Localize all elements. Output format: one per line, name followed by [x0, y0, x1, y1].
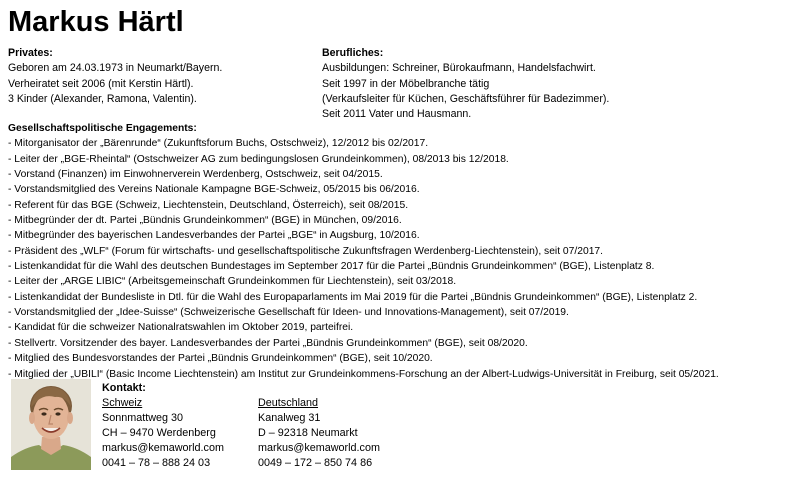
berufliches-line: Seit 2011 Vater und Hausmann. — [322, 108, 472, 121]
portrait-photo — [11, 379, 91, 470]
privates-section — [8, 46, 308, 107]
privates-heading: Privates: — [8, 47, 53, 59]
contact-deutschland-street: Kanalweg 31 — [258, 411, 321, 424]
page-title: Markus Härtl — [8, 6, 184, 38]
berufliches-line: (Verkaufsleiter für Küchen, Geschäftsführer für Badezimmer). — [322, 92, 610, 105]
engagement-item: - Listenkandidat der Bundesliste in Dtl. für die Wahl des Europaparlaments im Mai 2019 für die Partei „Bündnis Grundeinkommen“ (BGE), Listenplatz 2. — [8, 291, 698, 303]
contact-schweiz-label: Schweiz — [102, 397, 143, 409]
engagement-item: - Mitorganisator der „Bärenrunde“ (Zukunftsforum Buchs, Ostschweiz), 12/2012 bis 02/2017. — [8, 138, 429, 150]
portrait-illustration — [11, 379, 91, 470]
engagement-item: - Referent für das BGE (Schweiz, Liechtenstein, Deutschland, Österreich), seit 08/2015. — [8, 199, 409, 211]
engagement-item: - Leiter der „BGE-Rheintal“ (Ostschweizer AG zum bedingungslosen Grundeinkommen), 08/2013 bis 12/2018. — [8, 153, 509, 165]
contact-schweiz-phone: 0041 – 78 – 888 24 03 — [102, 456, 211, 469]
privates-line: Verheiratet seit 2006 (mit Kerstin Härtl). — [8, 77, 194, 90]
engagement-item: - Kandidat für die schweizer Nationalratswahlen im Oktober 2019, parteifrei. — [8, 322, 354, 334]
engagement-item: - Vorstandsmitglied der „Idee-Suisse“ (Schweizerische Gesellschaft für Ideen- und Innovations-Management), seit 07/2019. — [8, 307, 569, 319]
engagement-item: - Leiter der „ARGE LIBIC“ (Arbeitsgemeinschaft Grundeinkommen für Liechtenstein), seit 03/2018. — [8, 276, 457, 288]
engagement-item: - Mitglied des Bundesvorstandes der Partei „Bündnis Grundeinkommen“ (BGE), seit 10/2020. — [8, 353, 433, 365]
contact-schweiz — [102, 396, 224, 471]
engagement-item: - Listenkandidat für die Wahl des deutschen Bundestages im September 2017 für die Partei „Bündnis Grundeinkommen“ (BGE), Listenplatz 8. — [8, 261, 655, 273]
engagement-item: - Mitbegründer des bayerischen Landesverbandes der Partei „BGE“ in Augsburg, 10/2016. — [8, 230, 420, 242]
berufliches-line: Ausbildungen: Schreiner, Bürokaufmann, Handelsfachwirt. — [322, 62, 596, 75]
contact-deutschland — [258, 396, 380, 471]
berufliches-heading: Berufliches: — [322, 47, 384, 59]
engagement-item: - Stellvertr. Vorsitzender des bayer. Landesverbandes der Partei „Bündnis Grundeinkommen“ (BGE), seit 08/2020. — [8, 337, 528, 349]
contact-heading: Kontakt: — [102, 382, 146, 394]
engagements-heading: Gesellschaftspolitische Engagements: — [8, 123, 197, 134]
engagement-item: - Vorstand (Finanzen) im Einwohnerverein Werdenberg, Ostschweiz, seit 04/2015. — [8, 169, 383, 181]
engagement-item: - Mitglied der „UBILI“ (Basic Income Liechtenstein) am Institut zur Grundeinkommens-Forschung an der Albert-Ludwigs-Universität in Freiburg, seit 05/2021. — [8, 368, 719, 380]
privates-line: Geboren am 24.03.1973 in Neumarkt/Bayern. — [8, 62, 223, 75]
berufliches-section — [322, 46, 792, 122]
contact-deutschland-email[interactable]: markus@kemaworld.com — [258, 441, 380, 454]
contact-schweiz-street: Sonnmattweg 30 — [102, 411, 184, 424]
engagement-item: - Präsident des „WLF“ (Forum für wirtschafts- und gesellschaftspolitische Zukunftsfragen Werdenberg-Liechtenstein), seit 07/2017. — [8, 245, 604, 257]
contact-schweiz-email[interactable]: markus@kemaworld.com — [102, 441, 224, 454]
contact-deutschland-phone: 0049 – 172 – 850 74 86 — [258, 456, 373, 469]
privates-line: 3 Kinder (Alexander, Ramona, Valentin). — [8, 92, 197, 105]
contact-schweiz-city: CH – 9470 Werdenberg — [102, 426, 216, 439]
engagement-item: - Vorstandsmitglied des Vereins Nationale Kampagne BGE-Schweiz, 05/2015 bis 06/2016. — [8, 184, 420, 196]
berufliches-line: Seit 1997 in der Möbelbranche tätig — [322, 77, 490, 90]
engagement-item: - Mitbegründer der dt. Partei „Bündnis Grundeinkommen“ (BGE) in München, 09/2016. — [8, 215, 402, 227]
contact-deutschland-city: D – 92318 Neumarkt — [258, 426, 358, 439]
contact-deutschland-label: Deutschland — [258, 397, 319, 409]
engagements-section — [8, 121, 798, 382]
